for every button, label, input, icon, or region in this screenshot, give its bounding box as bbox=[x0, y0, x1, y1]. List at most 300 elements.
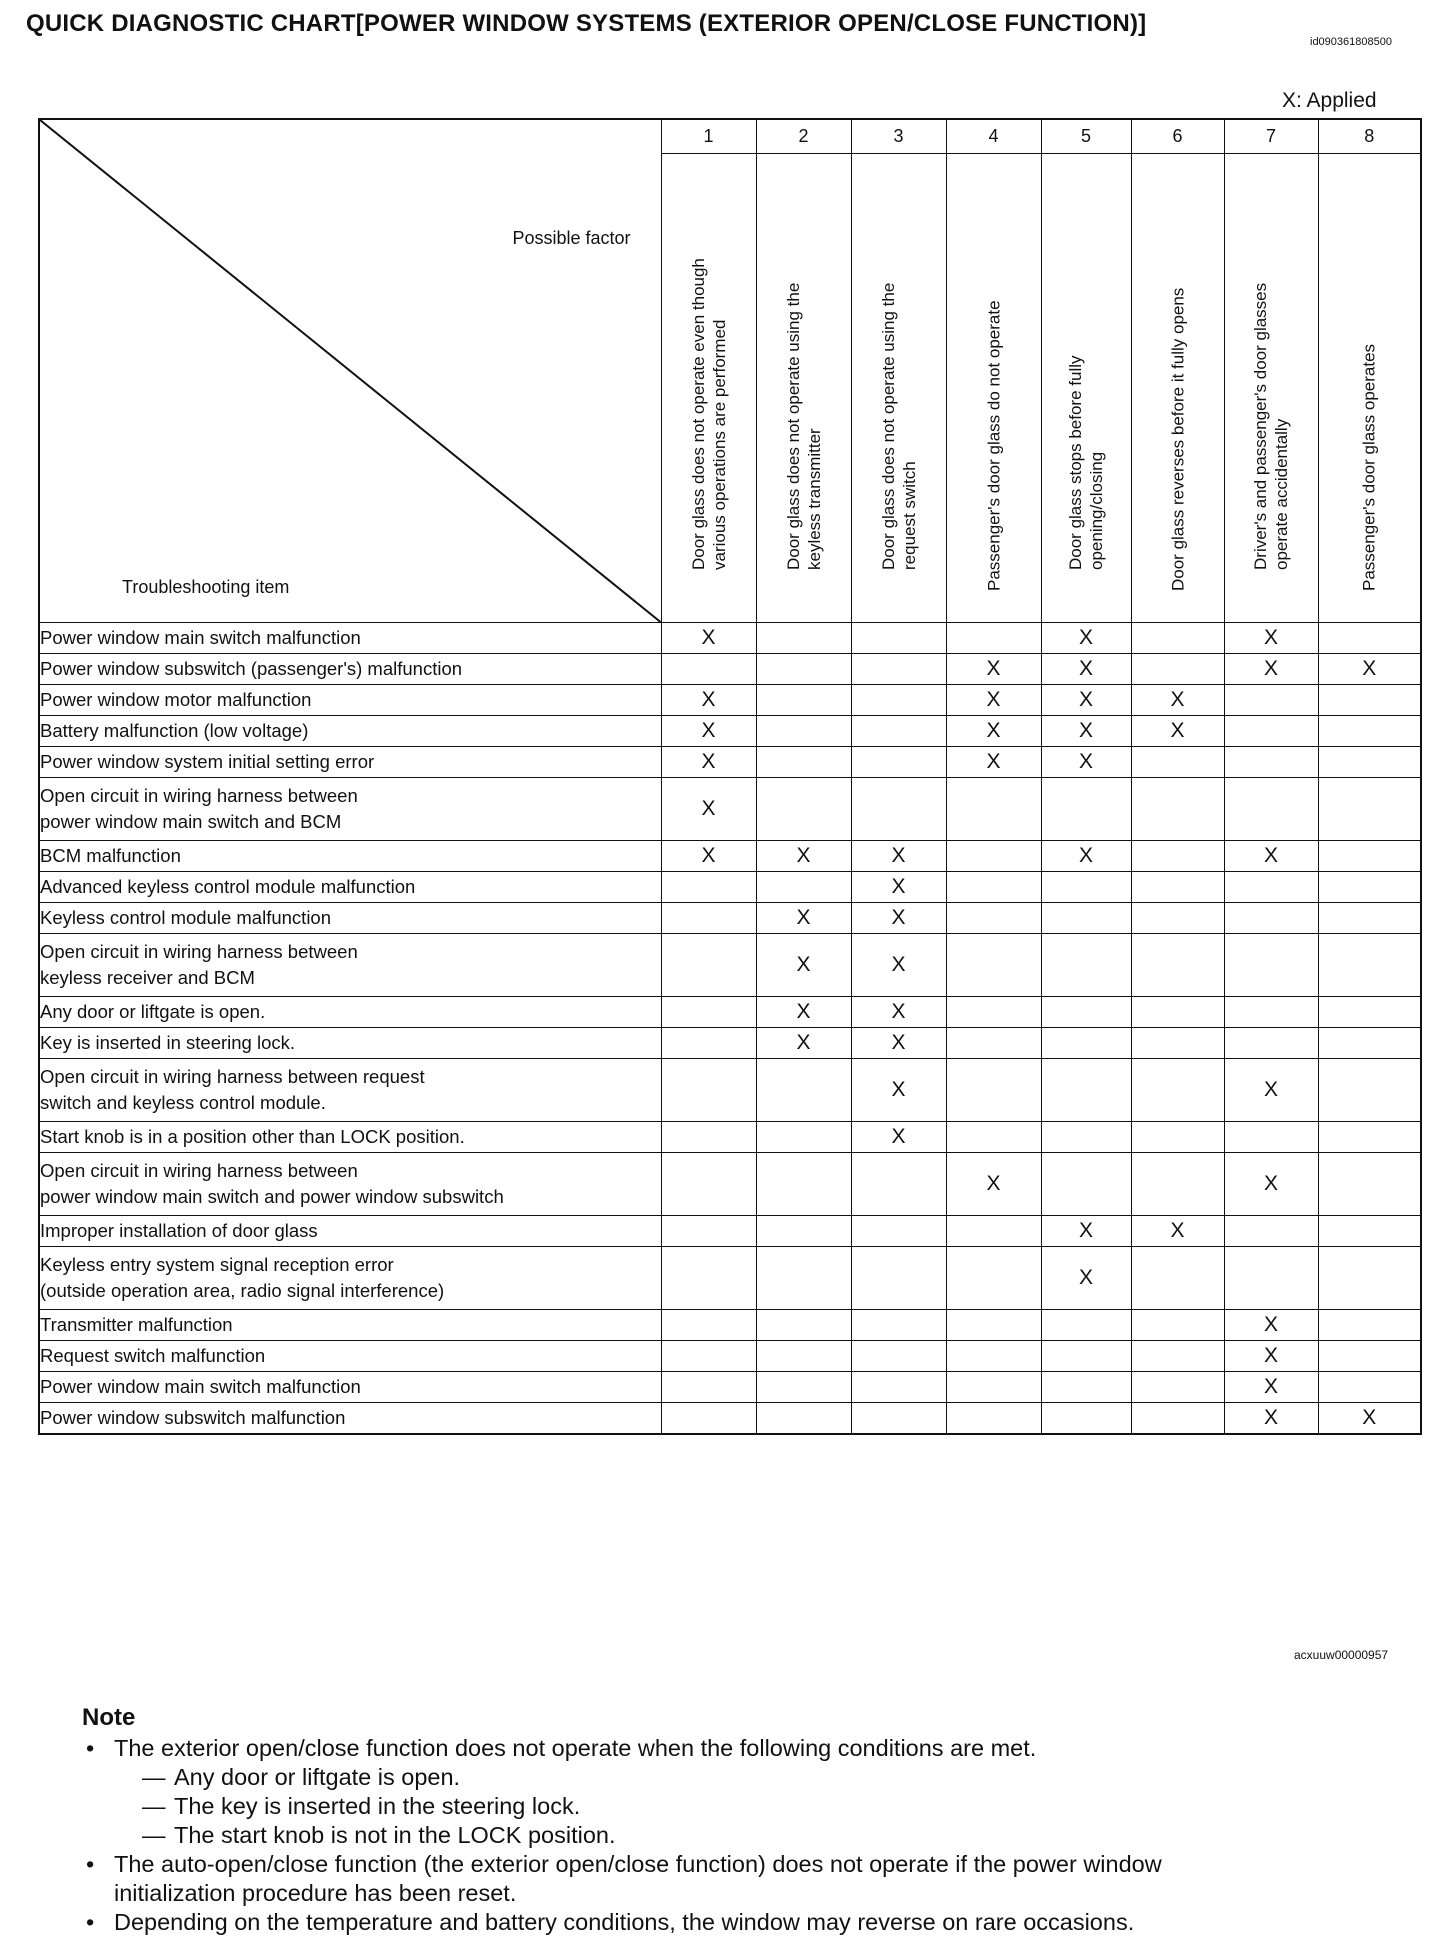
applied-mark bbox=[1318, 872, 1421, 903]
applied-mark bbox=[1041, 872, 1131, 903]
factor-line: Passenger's door glass do not operate bbox=[984, 300, 1003, 591]
factor-line: opening/closing bbox=[1087, 451, 1106, 570]
applied-mark: X bbox=[1041, 685, 1131, 716]
factor-text bbox=[688, 258, 730, 570]
note-line: • The exterior open/close function does not operate when the following conditions are met. bbox=[114, 1735, 1037, 1761]
applied-mark bbox=[1224, 934, 1318, 997]
note-section bbox=[82, 1703, 1422, 1937]
applied-mark bbox=[661, 872, 756, 903]
column-number: 1 bbox=[661, 119, 756, 154]
table-row bbox=[39, 1122, 1421, 1153]
applied-mark bbox=[756, 747, 851, 778]
applied-mark: X bbox=[851, 997, 946, 1028]
applied-mark bbox=[851, 1341, 946, 1372]
applied-mark bbox=[946, 1310, 1041, 1341]
note-bullet bbox=[82, 1734, 1422, 1763]
applied-mark bbox=[1131, 1372, 1224, 1403]
note-line: initialization procedure has been reset. bbox=[114, 1880, 517, 1906]
applied-mark: X bbox=[661, 747, 756, 778]
column-number: 7 bbox=[1224, 119, 1318, 154]
factor-text bbox=[1065, 356, 1107, 571]
factor-line: operate accidentally bbox=[1272, 418, 1291, 570]
applied-mark bbox=[1131, 1310, 1224, 1341]
troubleshooting-item bbox=[39, 623, 661, 654]
applied-mark: X bbox=[1318, 654, 1421, 685]
applied-mark: X bbox=[851, 872, 946, 903]
applied-mark bbox=[1318, 1122, 1421, 1153]
table-row bbox=[39, 841, 1421, 872]
document-id: id090361808500 bbox=[1310, 36, 1392, 48]
applied-mark bbox=[1318, 1341, 1421, 1372]
applied-mark bbox=[946, 1059, 1041, 1122]
troubleshooting-item bbox=[39, 997, 661, 1028]
factor-header-7 bbox=[1224, 154, 1318, 623]
applied-mark bbox=[1224, 1028, 1318, 1059]
applied-mark bbox=[1131, 623, 1224, 654]
item-line: Battery malfunction (low voltage) bbox=[40, 720, 309, 741]
applied-mark bbox=[1318, 1216, 1421, 1247]
applied-mark: X bbox=[1224, 1059, 1318, 1122]
applied-mark bbox=[661, 1059, 756, 1122]
applied-mark bbox=[1131, 997, 1224, 1028]
item-line: keyless receiver and BCM bbox=[40, 967, 255, 988]
applied-mark bbox=[946, 903, 1041, 934]
applied-mark bbox=[1318, 685, 1421, 716]
applied-mark bbox=[1041, 1059, 1131, 1122]
applied-mark: X bbox=[1131, 716, 1224, 747]
applied-mark: X bbox=[946, 747, 1041, 778]
applied-mark bbox=[756, 654, 851, 685]
troubleshooting-item bbox=[39, 778, 661, 841]
column-number: 6 bbox=[1131, 119, 1224, 154]
item-line: Power window main switch malfunction bbox=[40, 627, 361, 648]
table-row bbox=[39, 1372, 1421, 1403]
applied-mark bbox=[1224, 716, 1318, 747]
table-row bbox=[39, 654, 1421, 685]
applied-mark bbox=[756, 1310, 851, 1341]
item-line: Open circuit in wiring harness between bbox=[40, 941, 358, 962]
number-row bbox=[39, 119, 1421, 154]
table-row bbox=[39, 747, 1421, 778]
troubleshooting-item bbox=[39, 1372, 661, 1403]
item-line: Key is inserted in steering lock. bbox=[40, 1032, 296, 1053]
factor-text bbox=[878, 283, 920, 570]
table-row bbox=[39, 1403, 1421, 1434]
applied-mark bbox=[1318, 623, 1421, 654]
item-line: Power window subswitch (passenger's) malfunction bbox=[40, 658, 463, 679]
item-line: (outside operation area, radio signal interference) bbox=[40, 1280, 445, 1301]
applied-mark: X bbox=[851, 1122, 946, 1153]
applied-mark bbox=[661, 1310, 756, 1341]
applied-mark bbox=[1131, 1028, 1224, 1059]
applied-mark: X bbox=[1041, 716, 1131, 747]
factor-line: Door glass does not operate even though bbox=[688, 258, 708, 570]
factor-text bbox=[1250, 283, 1292, 570]
applied-mark: X bbox=[851, 1059, 946, 1122]
applied-mark bbox=[661, 1122, 756, 1153]
item-line: BCM malfunction bbox=[40, 845, 181, 866]
table-row bbox=[39, 623, 1421, 654]
item-line: Open circuit in wiring harness between request bbox=[40, 1066, 425, 1087]
applied-mark bbox=[661, 1247, 756, 1310]
applied-mark bbox=[1224, 997, 1318, 1028]
note-line: • Depending on the temperature and battery conditions, the window may reverse on rare occasions. bbox=[114, 1909, 1135, 1935]
applied-mark bbox=[756, 1059, 851, 1122]
applied-mark bbox=[756, 716, 851, 747]
factor-header-8 bbox=[1318, 154, 1421, 623]
item-line: Transmitter malfunction bbox=[40, 1314, 233, 1335]
column-number: 2 bbox=[756, 119, 851, 154]
troubleshooting-item bbox=[39, 1247, 661, 1310]
factor-line: various operations are performed bbox=[709, 319, 729, 570]
applied-mark bbox=[1041, 1372, 1131, 1403]
applied-mark bbox=[1041, 997, 1131, 1028]
table-row bbox=[39, 778, 1421, 841]
applied-mark bbox=[946, 934, 1041, 997]
applied-mark: X bbox=[946, 654, 1041, 685]
applied-mark bbox=[756, 1216, 851, 1247]
applied-mark bbox=[756, 778, 851, 841]
troubleshooting-item bbox=[39, 654, 661, 685]
applied-mark bbox=[1318, 1059, 1421, 1122]
applied-mark: X bbox=[1041, 654, 1131, 685]
table-row bbox=[39, 1216, 1421, 1247]
applied-mark: X bbox=[946, 1153, 1041, 1216]
item-line: power window main switch and BCM bbox=[40, 811, 342, 832]
applied-mark bbox=[946, 872, 1041, 903]
applied-mark bbox=[1131, 1122, 1224, 1153]
applied-mark bbox=[1318, 1028, 1421, 1059]
applied-mark bbox=[851, 1372, 946, 1403]
legend-applied: X: Applied bbox=[1282, 89, 1377, 112]
applied-mark bbox=[1041, 934, 1131, 997]
note-bullet bbox=[82, 1850, 1422, 1908]
item-line: Advanced keyless control module malfunction bbox=[40, 876, 416, 897]
note-sub-item bbox=[82, 1763, 1422, 1792]
troubleshooting-item bbox=[39, 716, 661, 747]
applied-mark bbox=[851, 1310, 946, 1341]
troubleshooting-item bbox=[39, 1341, 661, 1372]
applied-mark bbox=[756, 1247, 851, 1310]
table-row bbox=[39, 872, 1421, 903]
factor-header-2 bbox=[756, 154, 851, 623]
applied-mark bbox=[946, 623, 1041, 654]
troubleshooting-item bbox=[39, 685, 661, 716]
applied-mark bbox=[1318, 841, 1421, 872]
applied-mark bbox=[756, 1341, 851, 1372]
applied-mark bbox=[946, 1372, 1041, 1403]
factor-header-5 bbox=[1041, 154, 1131, 623]
applied-mark: X bbox=[661, 778, 756, 841]
applied-mark bbox=[1041, 1310, 1131, 1341]
applied-mark bbox=[1131, 903, 1224, 934]
factor-text bbox=[983, 300, 1004, 591]
factor-line: request switch bbox=[899, 461, 919, 570]
figure-id: acxuuw00000957 bbox=[1294, 1648, 1389, 1662]
applied-mark bbox=[1131, 1403, 1224, 1434]
applied-mark bbox=[1224, 1216, 1318, 1247]
applied-mark bbox=[1131, 1247, 1224, 1310]
applied-mark bbox=[851, 1247, 946, 1310]
applied-mark bbox=[1131, 872, 1224, 903]
note-line: — Any door or liftgate is open. bbox=[174, 1764, 461, 1790]
troubleshooting-item bbox=[39, 872, 661, 903]
applied-mark bbox=[661, 1216, 756, 1247]
item-line: Open circuit in wiring harness between bbox=[40, 785, 358, 806]
applied-mark bbox=[1041, 903, 1131, 934]
applied-mark: X bbox=[1224, 1341, 1318, 1372]
item-line: switch and keyless control module. bbox=[40, 1092, 326, 1113]
corner-diagonal bbox=[40, 120, 661, 622]
table-row bbox=[39, 716, 1421, 747]
note-line: • The auto-open/close function (the exterior open/close function) does not operate if the power window bbox=[114, 1851, 1162, 1877]
factor-line: Door glass reverses before it fully opens bbox=[1168, 287, 1187, 591]
applied-mark: X bbox=[756, 997, 851, 1028]
applied-mark bbox=[661, 903, 756, 934]
applied-mark bbox=[1318, 716, 1421, 747]
applied-mark bbox=[946, 1403, 1041, 1434]
applied-mark: X bbox=[946, 685, 1041, 716]
applied-mark bbox=[756, 623, 851, 654]
applied-mark bbox=[946, 1341, 1041, 1372]
applied-mark bbox=[1041, 1153, 1131, 1216]
factor-header-1 bbox=[661, 154, 756, 623]
applied-mark bbox=[1224, 1247, 1318, 1310]
applied-mark bbox=[851, 1153, 946, 1216]
applied-mark bbox=[661, 1153, 756, 1216]
factor-line: Door glass does not operate using the bbox=[783, 282, 803, 570]
applied-mark: X bbox=[661, 716, 756, 747]
troubleshooting-item bbox=[39, 1122, 661, 1153]
troubleshooting-item bbox=[39, 903, 661, 934]
troubleshooting-item bbox=[39, 1403, 661, 1434]
applied-mark bbox=[756, 1372, 851, 1403]
troubleshooting-item bbox=[39, 841, 661, 872]
applied-mark bbox=[1131, 1153, 1224, 1216]
applied-mark bbox=[851, 1403, 946, 1434]
troubleshooting-item bbox=[39, 747, 661, 778]
possible-factor-label: Possible factor bbox=[512, 228, 631, 248]
applied-mark bbox=[661, 1028, 756, 1059]
applied-mark: X bbox=[756, 1028, 851, 1059]
applied-mark bbox=[946, 841, 1041, 872]
applied-mark bbox=[851, 654, 946, 685]
applied-mark: X bbox=[1318, 1403, 1421, 1434]
applied-mark: X bbox=[1041, 1247, 1131, 1310]
applied-mark bbox=[756, 1122, 851, 1153]
item-line: Any door or liftgate is open. bbox=[40, 1001, 266, 1022]
column-number: 3 bbox=[851, 119, 946, 154]
factor-text bbox=[1359, 344, 1380, 591]
applied-mark: X bbox=[851, 841, 946, 872]
applied-mark bbox=[661, 997, 756, 1028]
applied-mark bbox=[851, 623, 946, 654]
applied-mark bbox=[756, 872, 851, 903]
applied-mark: X bbox=[946, 716, 1041, 747]
applied-mark: X bbox=[851, 1028, 946, 1059]
table-row bbox=[39, 934, 1421, 997]
table-row bbox=[39, 1153, 1421, 1216]
troubleshooting-item bbox=[39, 1059, 661, 1122]
table-row bbox=[39, 1028, 1421, 1059]
item-line: Power window main switch malfunction bbox=[40, 1376, 361, 1397]
factor-text bbox=[783, 283, 825, 570]
item-line: Power window subswitch malfunction bbox=[40, 1406, 346, 1428]
factor-line: keyless transmitter bbox=[804, 428, 824, 570]
applied-mark: X bbox=[756, 903, 851, 934]
factor-header-4 bbox=[946, 154, 1041, 623]
corner-header bbox=[39, 119, 661, 623]
item-line: Improper installation of door glass bbox=[40, 1220, 318, 1241]
applied-mark bbox=[1041, 1028, 1131, 1059]
applied-mark bbox=[946, 778, 1041, 841]
table-row bbox=[39, 903, 1421, 934]
item-line: Request switch malfunction bbox=[40, 1345, 266, 1366]
applied-mark bbox=[1318, 1372, 1421, 1403]
chart-body bbox=[39, 119, 1421, 1434]
note-line: — The start knob is not in the LOCK position. bbox=[174, 1822, 616, 1848]
troubleshooting-item bbox=[39, 1028, 661, 1059]
note-heading: Note bbox=[82, 1704, 136, 1731]
factor-header-3 bbox=[851, 154, 946, 623]
table-row bbox=[39, 685, 1421, 716]
troubleshooting-item-label: Troubleshooting item bbox=[122, 577, 290, 597]
applied-mark: X bbox=[661, 685, 756, 716]
applied-mark bbox=[851, 716, 946, 747]
applied-mark bbox=[1131, 934, 1224, 997]
page-title: QUICK DIAGNOSTIC CHART[POWER WINDOW SYSTEMS (EXTERIOR OPEN/CLOSE FUNCTION)] bbox=[26, 10, 1147, 37]
applied-mark bbox=[1041, 778, 1131, 841]
applied-mark: X bbox=[1224, 841, 1318, 872]
note-line: — The key is inserted in the steering lock. bbox=[174, 1793, 581, 1819]
applied-mark bbox=[851, 778, 946, 841]
troubleshooting-item bbox=[39, 1216, 661, 1247]
applied-mark bbox=[1318, 778, 1421, 841]
applied-mark bbox=[1318, 1310, 1421, 1341]
troubleshooting-item bbox=[39, 934, 661, 997]
applied-mark bbox=[1224, 903, 1318, 934]
applied-mark: X bbox=[1041, 623, 1131, 654]
table-row bbox=[39, 1247, 1421, 1310]
applied-mark bbox=[661, 1341, 756, 1372]
applied-mark bbox=[1224, 778, 1318, 841]
applied-mark: X bbox=[1131, 685, 1224, 716]
applied-mark bbox=[946, 1216, 1041, 1247]
diagnostic-chart bbox=[38, 118, 1422, 1435]
applied-mark: X bbox=[1224, 623, 1318, 654]
item-line: power window main switch and power window subswitch bbox=[40, 1186, 504, 1207]
troubleshooting-item bbox=[39, 1310, 661, 1341]
table-row bbox=[39, 1310, 1421, 1341]
applied-mark: X bbox=[1224, 1372, 1318, 1403]
applied-mark: X bbox=[1224, 1153, 1318, 1216]
applied-mark: X bbox=[661, 841, 756, 872]
applied-mark bbox=[756, 1153, 851, 1216]
item-line: Power window system initial setting error bbox=[40, 751, 375, 772]
applied-mark bbox=[1224, 1122, 1318, 1153]
applied-mark: X bbox=[851, 934, 946, 997]
applied-mark: X bbox=[851, 903, 946, 934]
applied-mark bbox=[661, 654, 756, 685]
note-sub-item bbox=[82, 1792, 1422, 1821]
note-sub-item bbox=[82, 1821, 1422, 1850]
applied-mark bbox=[756, 685, 851, 716]
item-line: Keyless entry system signal reception error bbox=[40, 1254, 394, 1275]
factor-line: Passenger's door glass operates bbox=[1359, 343, 1379, 591]
table-row bbox=[39, 1341, 1421, 1372]
applied-mark bbox=[661, 1372, 756, 1403]
applied-mark bbox=[1318, 903, 1421, 934]
applied-mark bbox=[1131, 841, 1224, 872]
factor-text bbox=[1167, 288, 1188, 591]
applied-mark: X bbox=[1131, 1216, 1224, 1247]
applied-mark bbox=[851, 747, 946, 778]
applied-mark bbox=[1318, 1247, 1421, 1310]
applied-mark bbox=[1131, 1341, 1224, 1372]
applied-mark: X bbox=[1041, 1216, 1131, 1247]
table-row bbox=[39, 997, 1421, 1028]
applied-mark bbox=[851, 1216, 946, 1247]
troubleshooting-item bbox=[39, 1153, 661, 1216]
applied-mark bbox=[1131, 778, 1224, 841]
factor-header-6 bbox=[1131, 154, 1224, 623]
applied-mark bbox=[661, 934, 756, 997]
factor-line: Driver's and passenger's door glasses bbox=[1251, 282, 1270, 570]
applied-mark bbox=[851, 685, 946, 716]
applied-mark: X bbox=[1224, 1310, 1318, 1341]
applied-mark bbox=[1318, 1153, 1421, 1216]
applied-mark bbox=[946, 997, 1041, 1028]
item-line: Start knob is in a position other than LOCK position. bbox=[40, 1126, 465, 1147]
applied-mark bbox=[1224, 872, 1318, 903]
item-line: Keyless control module malfunction bbox=[40, 907, 332, 928]
column-number: 4 bbox=[946, 119, 1041, 154]
table-row bbox=[39, 1059, 1421, 1122]
applied-mark: X bbox=[1224, 654, 1318, 685]
applied-mark bbox=[946, 1247, 1041, 1310]
applied-mark bbox=[756, 1403, 851, 1434]
applied-mark bbox=[1224, 747, 1318, 778]
applied-mark bbox=[1318, 747, 1421, 778]
factor-line: Door glass stops before fully bbox=[1066, 355, 1085, 570]
item-line: Power window motor malfunction bbox=[40, 689, 312, 710]
factor-line: Door glass does not operate using the bbox=[878, 282, 898, 570]
column-number: 5 bbox=[1041, 119, 1131, 154]
applied-mark: X bbox=[756, 934, 851, 997]
applied-mark bbox=[1131, 654, 1224, 685]
item-line: Open circuit in wiring harness between bbox=[40, 1160, 358, 1181]
applied-mark bbox=[1131, 747, 1224, 778]
applied-mark bbox=[1224, 685, 1318, 716]
applied-mark bbox=[1318, 934, 1421, 997]
applied-mark bbox=[1041, 1341, 1131, 1372]
column-number: 8 bbox=[1318, 119, 1421, 154]
applied-mark bbox=[1131, 1059, 1224, 1122]
applied-mark bbox=[1318, 997, 1421, 1028]
applied-mark bbox=[946, 1028, 1041, 1059]
applied-mark: X bbox=[756, 841, 851, 872]
applied-mark: X bbox=[1041, 841, 1131, 872]
applied-mark bbox=[946, 1122, 1041, 1153]
applied-mark: X bbox=[1224, 1403, 1318, 1434]
applied-mark: X bbox=[1041, 747, 1131, 778]
applied-mark bbox=[1041, 1403, 1131, 1434]
applied-mark bbox=[661, 1403, 756, 1434]
applied-mark bbox=[1041, 1122, 1131, 1153]
note-list bbox=[82, 1734, 1422, 1937]
applied-mark: X bbox=[661, 623, 756, 654]
note-bullet bbox=[82, 1908, 1422, 1937]
